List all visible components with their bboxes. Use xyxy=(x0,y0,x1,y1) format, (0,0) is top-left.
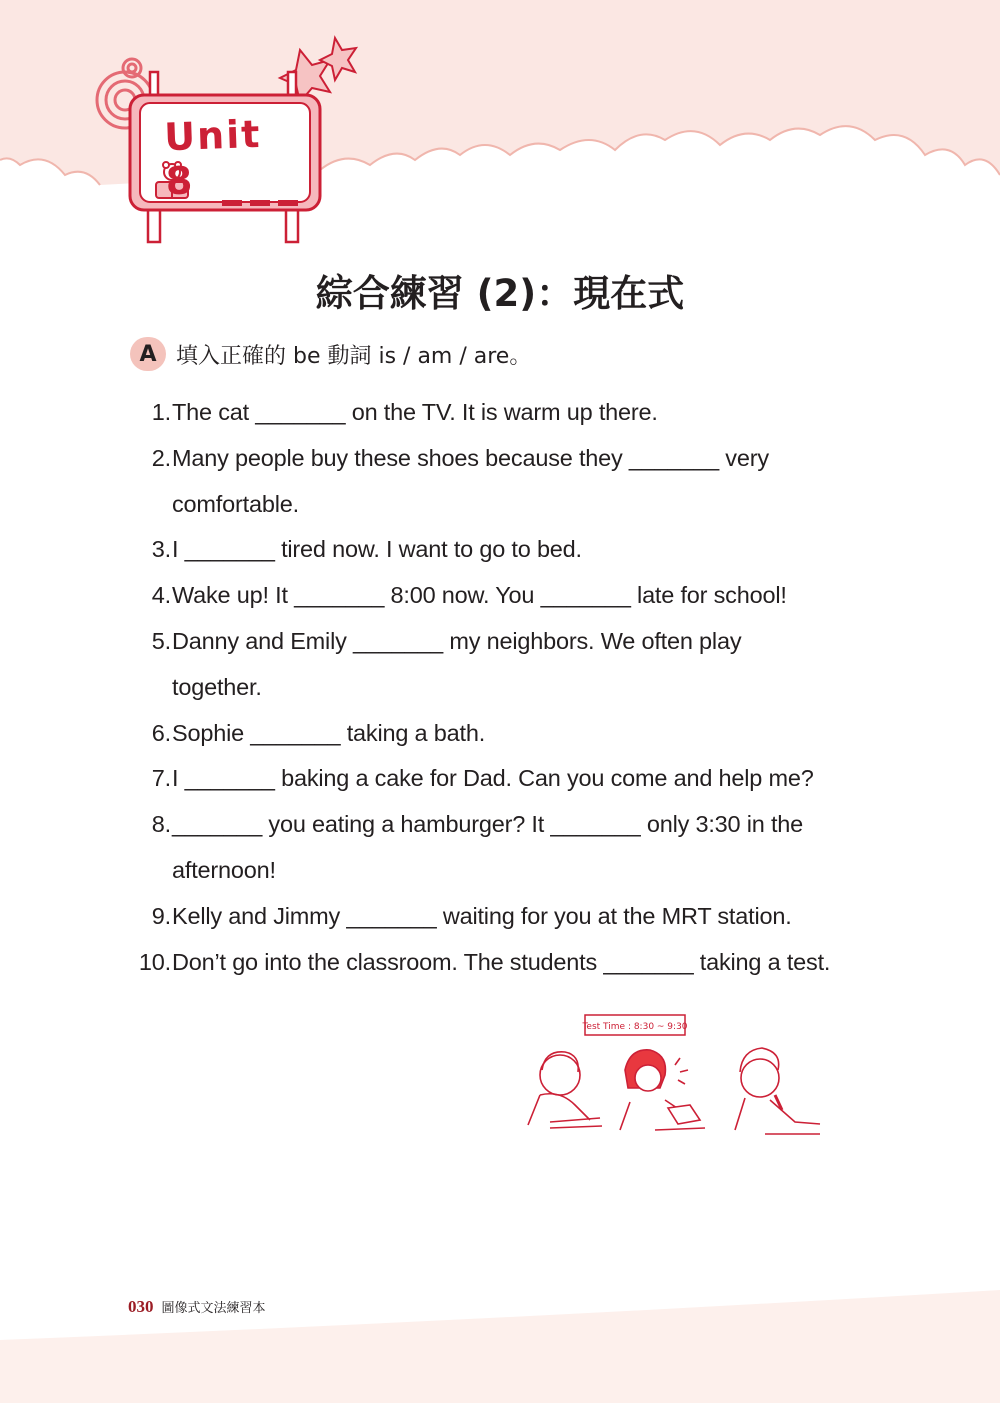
question-text: I _______ tired now. I want to go to bed. xyxy=(172,536,582,563)
question-text: _______ you eating a hamburger? It _______ only 3:30 in the afternoon! xyxy=(172,811,804,883)
question-text: The cat _______ on the TV. It is warm up there. xyxy=(172,399,658,425)
question-list xyxy=(128,390,888,985)
question-text: Kelly and Jimmy _______ waiting for you at the MRT station. xyxy=(172,902,792,929)
unit-label: Unit 8 xyxy=(163,111,263,204)
question-number: 7. xyxy=(151,765,171,792)
page-footer xyxy=(128,1297,266,1317)
question-item xyxy=(128,619,888,711)
question-item xyxy=(128,527,888,573)
question-number: 4. xyxy=(151,582,171,609)
question-item xyxy=(128,894,888,940)
question-item xyxy=(128,756,888,802)
question-number: 8. xyxy=(151,811,171,838)
test-time-sign: Test Time : 8:30 ~ 9:30 xyxy=(582,1022,688,1032)
question-text: Wake up! It _______ 8:00 now. You _______ late for school! xyxy=(172,582,787,609)
page-title: 綜合練習 (2)：現在式 xyxy=(315,272,685,315)
question-text: Don’t go into the classroom. The students _______ taking a test. xyxy=(172,948,831,975)
students-test-illustration xyxy=(520,1010,830,1145)
question-item xyxy=(128,940,888,986)
section-heading xyxy=(130,336,531,372)
question-number: 6. xyxy=(151,719,171,746)
section-instruction: 填入正確的 be 動詞 is / am / are。 xyxy=(176,343,532,369)
question-number: 3. xyxy=(151,536,171,563)
question-text: Many people buy these shoes because they _______ very comfortable. xyxy=(172,444,769,517)
question-item xyxy=(128,573,888,619)
question-item xyxy=(128,390,888,436)
question-item xyxy=(128,436,888,528)
question-text: I _______ baking a cake for Dad. Can you come and help me? xyxy=(172,765,814,792)
book-title: 圖像式文法練習本 xyxy=(161,1301,266,1316)
question-text: Danny and Emily _______ my neighbors. We often play together. xyxy=(172,627,742,700)
question-item xyxy=(128,711,888,757)
question-text: Sophie _______ taking a bath. xyxy=(172,719,486,746)
page-number: 030 xyxy=(128,1297,154,1316)
question-item xyxy=(128,802,888,894)
question-number: 2. xyxy=(151,444,171,471)
question-number: 10. xyxy=(138,948,171,975)
question-number: 5. xyxy=(151,627,171,654)
question-number: 1. xyxy=(151,399,171,425)
question-number: 9. xyxy=(151,902,171,929)
section-letter-badge: A xyxy=(130,337,166,371)
